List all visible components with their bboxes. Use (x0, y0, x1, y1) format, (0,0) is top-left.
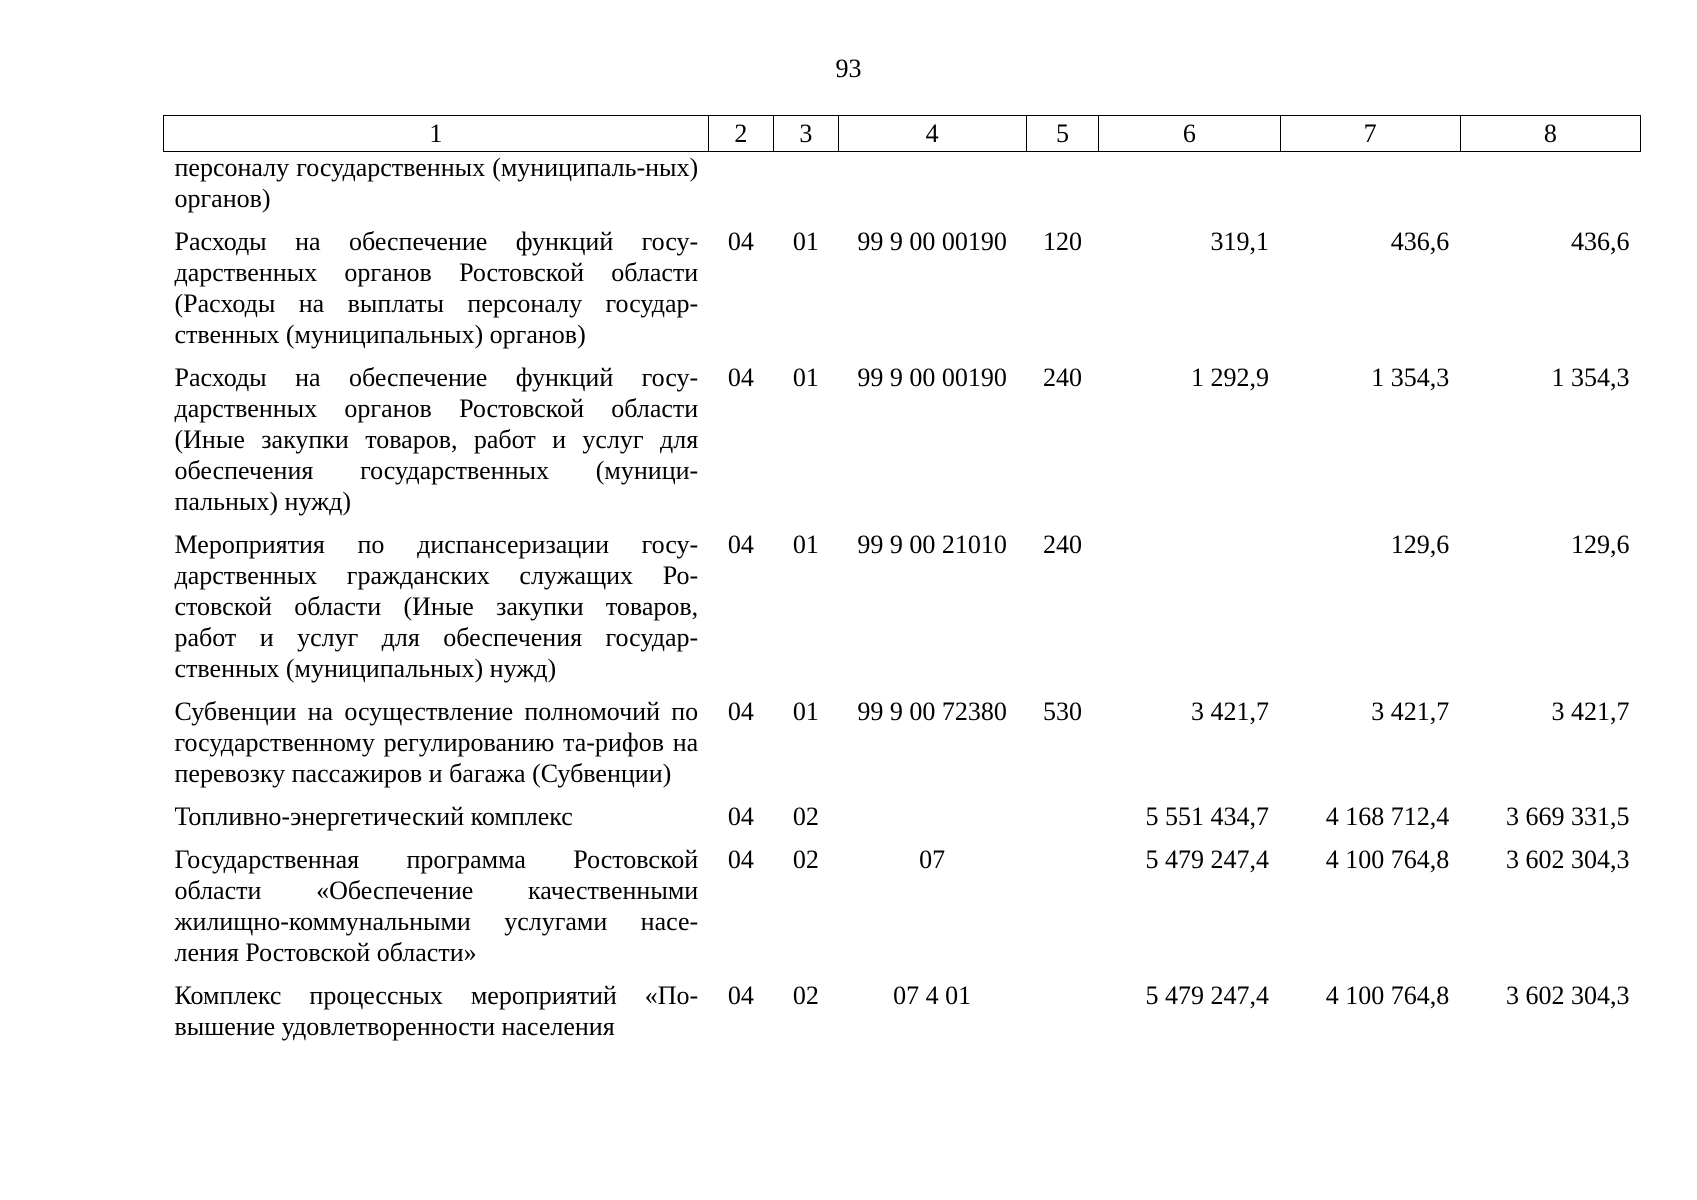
row-target-article (838, 801, 1026, 844)
table-row (164, 696, 1641, 801)
row-expense-type (1026, 801, 1098, 844)
row-amount-col6: 3 421,7 (1191, 697, 1270, 726)
row-expense-type: 120 (1043, 227, 1083, 256)
row-section: 04 (727, 530, 754, 559)
row-amount-col7: 1 354,3 (1371, 363, 1450, 392)
row-subsection: 01 (792, 530, 819, 559)
row-amount-col6: 1 292,9 (1191, 363, 1270, 392)
row-amount-col6: 5 551 434,7 (1145, 802, 1270, 831)
row-expense-type (1026, 980, 1098, 1054)
row-amount-col7: 4 168 712,4 (1325, 802, 1450, 831)
row-amount-col8: 3 602 304,3 (1506, 981, 1630, 1010)
row-amount-col6 (1099, 529, 1280, 696)
budget-table (163, 115, 1641, 1054)
row-subsection (774, 152, 838, 227)
row-subsection: 01 (792, 363, 819, 392)
row-amount-col6 (1099, 152, 1280, 227)
row-target-article: 99 9 00 00190 (857, 363, 1007, 392)
header-cell: 1 (164, 116, 709, 152)
header-cell: 3 (774, 116, 838, 152)
row-subsection: 01 (792, 227, 819, 256)
row-expense-type (1026, 844, 1098, 980)
row-target-article: 99 9 00 21010 (857, 530, 1007, 559)
row-expense-type: 530 (1043, 697, 1083, 726)
row-section: 04 (727, 981, 754, 1010)
row-expense-type: 240 (1043, 363, 1083, 392)
page-number: 93 (835, 54, 862, 83)
header-cell: 4 (838, 116, 1026, 152)
table-row (164, 152, 1641, 227)
row-amount-col7: 4 100 764,8 (1325, 981, 1450, 1010)
header-row (164, 116, 1641, 152)
row-amount-col8 (1460, 152, 1640, 227)
row-amount-col8: 3 421,7 (1551, 697, 1630, 726)
row-section: 04 (727, 697, 754, 726)
row-description: Государственная программа Ростовской области «Обеспечение качественными жилищно-коммунальными услугами насе-ления Ростовской области» (174, 845, 699, 967)
row-amount-col6: 5 479 247,4 (1145, 845, 1270, 874)
row-target-article (838, 152, 1026, 227)
row-amount-col7: 129,6 (1390, 530, 1450, 559)
row-section: 04 (727, 845, 754, 874)
row-amount-col7: 436,6 (1390, 227, 1450, 256)
table-row (164, 844, 1641, 980)
row-amount-col8: 129,6 (1571, 530, 1630, 559)
row-amount-col7: 3 421,7 (1371, 697, 1450, 726)
row-subsection: 01 (792, 697, 819, 726)
row-target-article: 07 (919, 845, 946, 874)
row-target-article: 07 4 01 (893, 981, 972, 1010)
row-amount-col8: 436,6 (1571, 227, 1630, 256)
row-description: Мероприятия по диспансеризации госу-дарственных гражданских служащих Ро-стовской области (Иные закупки товаров, работ и услуг для обеспечения государ-ственных (муниципальных) нужд) (174, 530, 699, 683)
row-target-article: 99 9 00 72380 (857, 697, 1007, 726)
row-amount-col8: 3 669 331,5 (1506, 802, 1630, 831)
header-cell: 8 (1460, 116, 1640, 152)
row-description: Топливно-энергетический комплекс (174, 802, 573, 831)
row-amount-col8: 3 602 304,3 (1506, 845, 1630, 874)
table-row (164, 980, 1641, 1054)
row-amount-col6: 319,1 (1210, 227, 1270, 256)
table-row (164, 362, 1641, 529)
row-section (708, 152, 773, 227)
row-amount-col7: 4 100 764,8 (1325, 845, 1450, 874)
row-amount-col7 (1280, 152, 1460, 227)
row-section: 04 (727, 802, 754, 831)
row-description: Расходы на обеспечение функций госу-дарственных органов Ростовской области (Расходы на выплаты персоналу государ-ственных (муниципальных) органов) (174, 227, 699, 349)
row-description: Расходы на обеспечение функций госу-дарственных органов Ростовской области (Иные закупки товаров, работ и услуг для обеспечения государственных (муници-пальных) нужд) (174, 363, 699, 516)
header-cell: 6 (1099, 116, 1280, 152)
row-amount-col8: 1 354,3 (1551, 363, 1630, 392)
row-amount-col6: 5 479 247,4 (1145, 981, 1270, 1010)
row-description: персоналу государственных (муниципаль-ных) органов) (174, 153, 699, 213)
row-expense-type: 240 (1043, 530, 1083, 559)
row-subsection: 02 (792, 845, 819, 874)
header-cell: 7 (1280, 116, 1460, 152)
row-description: Субвенции на осуществление полномочий по государственному регулированию та-рифов на перевозку пассажиров и багажа (Субвенции) (174, 697, 699, 788)
row-section: 04 (727, 227, 754, 256)
row-description: Комплекс процессных мероприятий «По-вышение удовлетворенности населения (174, 981, 699, 1041)
row-target-article: 99 9 00 00190 (857, 227, 1007, 256)
row-expense-type (1026, 152, 1098, 227)
row-section: 04 (727, 363, 754, 392)
row-subsection: 02 (792, 802, 819, 831)
header-cell: 2 (708, 116, 773, 152)
table-row (164, 226, 1641, 362)
row-subsection: 02 (792, 981, 819, 1010)
table-row (164, 801, 1641, 844)
table-row (164, 529, 1641, 696)
header-cell: 5 (1026, 116, 1098, 152)
